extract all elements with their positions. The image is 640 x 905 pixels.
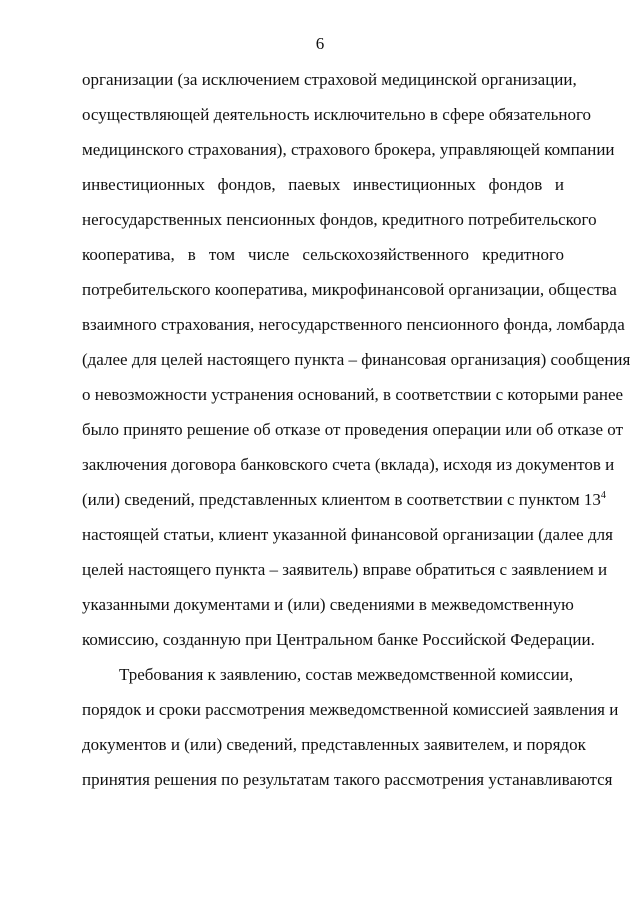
- paragraph-line: целей настоящего пункта – заявитель) вправе обратиться с заявлением и: [82, 560, 608, 579]
- paragraph-line-with-superscript: [82, 490, 606, 510]
- paragraph-line: заключения договора банковского счета (вклада), исходя из документов и: [82, 455, 615, 474]
- paragraph-line: медицинского страхования), страхового брокера, управляющей компании: [82, 140, 615, 159]
- superscript-index: 4: [600, 490, 606, 501]
- paragraph-line: осуществляющей деятельность исключительно в сфере обязательного: [82, 105, 592, 124]
- paragraph-line: указанными документами и (или) сведениями в межведомственную: [82, 595, 574, 614]
- paragraph-line: (далее для целей настоящего пункта – финансовая организация) сообщения: [82, 350, 631, 369]
- paragraph-line: инвестиционных фондов, паевых инвестиционных фондов и: [82, 175, 564, 194]
- paragraph-line: было принято решение об отказе от проведения операции или об отказе от: [82, 420, 623, 439]
- paragraph-line: Требования к заявлению, состав межведомственной комиссии,: [119, 665, 574, 684]
- paragraph-line: негосударственных пенсионных фондов, кредитного потребительского: [82, 210, 597, 229]
- paragraph-line: организации (за исключением страховой медицинской организации,: [82, 70, 577, 89]
- paragraph-line: порядок и сроки рассмотрения межведомственной комиссией заявления и: [82, 700, 619, 719]
- paragraph-line: взаимного страхования, негосударственного пенсионного фонда, ломбарда: [82, 315, 625, 334]
- paragraph-line: настоящей статьи, клиент указанной финансовой организации (далее для: [82, 525, 613, 544]
- paragraph-line: комиссию, созданную при Центральном банке Российской Федерации.: [82, 630, 595, 649]
- page-number: 6: [315, 34, 325, 53]
- paragraph-line: потребительского кооператива, микрофинансовой организации, общества: [82, 280, 617, 299]
- paragraph-line: о невозможности устранения оснований, в соответствии с которыми ранее: [82, 385, 624, 404]
- paragraph-line: принятия решения по результатам такого рассмотрения устанавливаются: [82, 770, 613, 789]
- paragraph-line: кооператива, в том числе сельскохозяйственного кредитного: [82, 245, 564, 264]
- paragraph-line: документов и (или) сведений, представленных заявителем, и порядок: [82, 735, 586, 754]
- paragraph-line-text: (или) сведений, представленных клиентом в соответствии с пунктом 13: [82, 490, 601, 509]
